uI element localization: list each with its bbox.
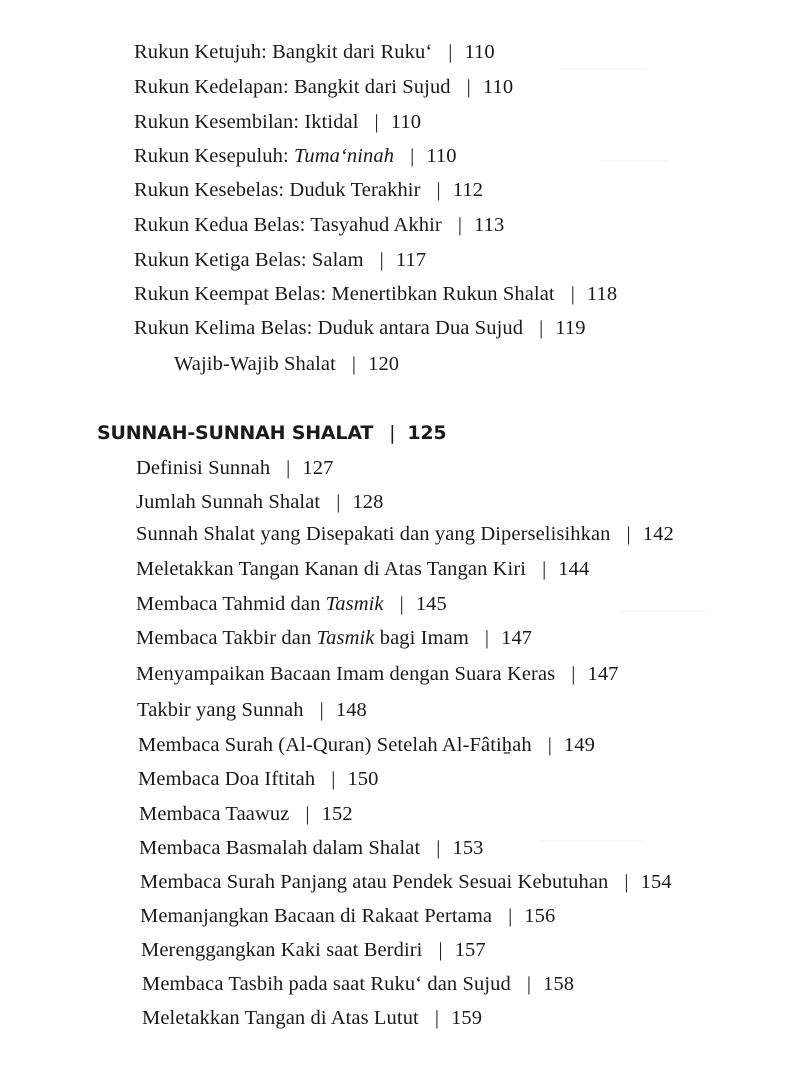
separator-bar: | [436,179,441,201]
toc-entry[interactable] [136,557,589,581]
toc-entry-page: 149 [563,734,595,756]
toc-entry[interactable] [136,456,333,480]
separator-bar: | [336,491,341,513]
toc-entry-page: 156 [524,905,556,927]
toc-entry-page: 159 [451,1007,483,1029]
toc-entry-page: 117 [395,249,427,271]
separator-bar: | [438,939,443,961]
toc-entry[interactable] [141,938,486,962]
toc-entry[interactable] [134,75,513,99]
separator-bar: | [286,457,291,479]
toc-entry[interactable] [134,213,504,237]
separator-bar: | [436,837,441,859]
toc-entry-page: 112 [452,179,484,201]
separator-bar: | [351,353,357,375]
separator-bar: | [331,768,336,790]
toc-entry[interactable] [140,904,555,928]
toc-entry-title: Rukun Kedelapan: Bangkit dari Sujud [134,76,451,98]
separator-bar: | [319,699,324,721]
toc-entry-title: Membaca Taawuz [139,803,290,825]
separator-bar: | [539,317,544,339]
separator-bar: | [305,803,310,825]
separator-bar: | [526,973,532,995]
toc-entry-title: Rukun Ketujuh: Bangkit dari Ruku‘ [134,41,433,63]
toc-entry-page: 120 [368,353,400,375]
toc-entry-page: 119 [555,317,586,339]
separator-bar: | [379,249,384,271]
separator-bar: | [542,558,547,580]
toc-entry-page: 110 [464,41,495,63]
page-show-through: ————— [560,58,645,77]
toc-entry-title: Takbir yang Sunnah [137,699,304,721]
toc-entry-page: 153 [452,837,484,859]
toc-entry-title: Membaca Takbir dan Tasmik bagi Imam [136,627,469,649]
toc-entry[interactable] [136,626,532,650]
separator-bar: | [434,1007,440,1029]
separator-bar: | [374,111,379,133]
toc-entry[interactable] [142,972,574,996]
toc-entry-title: Membaca Surah Panjang atau Pendek Sesuai Kebutuhan [140,871,609,893]
separator-bar: | [457,214,463,236]
separator-bar: | [571,663,576,685]
page-show-through: ————— [620,600,705,619]
separator-bar: | [466,76,471,98]
toc-entry[interactable] [134,144,457,168]
toc-entry-page: 152 [321,803,353,825]
toc-entry[interactable] [142,1006,482,1030]
toc-entry[interactable] [140,870,672,894]
toc-entry-title: Wajib-Wajib Shalat [174,353,336,375]
separator-bar: | [626,523,631,545]
toc-entry-page: 110 [482,76,514,98]
separator-bar: | [410,145,415,167]
toc-entry-title: Jumlah Sunnah Shalat [136,491,321,513]
section-page: 125 [407,422,447,444]
toc-entry-title: Membaca Surah (Al-Quran) Setelah Al-Fâtiẖah [138,734,532,756]
toc-entry[interactable] [134,282,617,306]
separator-bar: | [448,41,453,63]
toc-entry[interactable] [134,248,426,272]
toc-entry-page: 147 [587,663,619,685]
toc-entry-page: 147 [501,627,533,649]
toc-entry-title: Rukun Kesepuluh: Tuma‘ninah [134,145,395,167]
separator-bar: | [484,627,490,649]
section-title: SUNNAH-SUNNAH SHALAT [97,422,374,444]
toc-entry-title: Membaca Basmalah dalam Shalat [139,837,421,859]
toc-entry-title: Definisi Sunnah [136,457,271,479]
separator-bar: | [570,283,575,305]
toc-entry-page: 157 [454,939,486,961]
toc-entry[interactable] [138,767,379,791]
toc-entry-page: 158 [543,973,575,995]
toc-entry[interactable] [137,698,367,722]
toc-entry-title: Menyampaikan Bacaan Imam dengan Suara Keras [136,663,556,685]
toc-entry-page: 144 [558,558,590,580]
toc-entry-page: 110 [426,145,457,167]
separator-bar: | [508,905,513,927]
toc-entry[interactable] [136,522,674,546]
toc-entry-title: Meletakkan Tangan di Atas Lutut [142,1007,419,1029]
toc-entry-page: 148 [335,699,367,721]
toc-entry-title: Rukun Kesembilan: Iktidal [134,111,359,133]
toc-entry[interactable] [136,592,447,616]
toc-entry-title: Membaca Tahmid dan Tasmik [136,593,384,615]
toc-entry-page: 118 [586,283,618,305]
toc-entry-page: 142 [642,523,674,545]
toc-entry[interactable] [134,40,495,64]
toc-entry[interactable] [134,110,421,134]
section-heading[interactable] [97,421,446,445]
toc-entry[interactable] [136,662,619,686]
separator-bar: | [389,422,396,444]
toc-entry-title: Rukun Keempat Belas: Menertibkan Rukun Shalat [134,283,555,305]
toc-entry-page: 145 [415,593,447,615]
toc-entry-title: Rukun Kedua Belas: Tasyahud Akhir [134,214,442,236]
toc-entry[interactable] [139,836,484,860]
toc-entry-title: Rukun Kelima Belas: Duduk antara Dua Sujud [134,317,524,339]
page-show-through: —————— [540,830,642,849]
page-show-through: ———— [600,150,668,169]
toc-subentry[interactable] [174,352,399,376]
toc-entry-title: Membaca Tasbih pada saat Ruku‘ dan Sujud [142,973,511,995]
toc-entry[interactable] [134,316,586,340]
toc-entry-page: 150 [347,768,379,790]
toc-entry[interactable] [136,490,384,514]
toc-entry[interactable] [134,178,483,202]
toc-entry-page: 113 [474,214,505,236]
separator-bar: | [624,871,629,893]
toc-entry-title: Sunnah Shalat yang Disepakati dan yang Diperselisihkan [136,523,611,545]
toc-entry-page: 128 [352,491,384,513]
toc-entry-page: 127 [302,457,334,479]
toc-entry-title: Rukun Ketiga Belas: Salam [134,249,364,271]
toc-entry-title: Merenggangkan Kaki saat Berdiri [141,939,423,961]
separator-bar: | [399,593,404,615]
toc-entry[interactable] [138,733,595,757]
separator-bar: | [547,734,552,756]
toc-entry-title: Memanjangkan Bacaan di Rakaat Pertama [140,905,493,927]
toc-entry-page: 110 [390,111,422,133]
toc-entry[interactable] [139,802,353,826]
toc-entry-title: Meletakkan Tangan Kanan di Atas Tangan Kiri [136,558,527,580]
toc-entry-page: 154 [640,871,672,893]
toc-entry-title: Membaca Doa Iftitah [138,768,316,790]
toc-entry-title: Rukun Kesebelas: Duduk Terakhir [134,179,421,201]
